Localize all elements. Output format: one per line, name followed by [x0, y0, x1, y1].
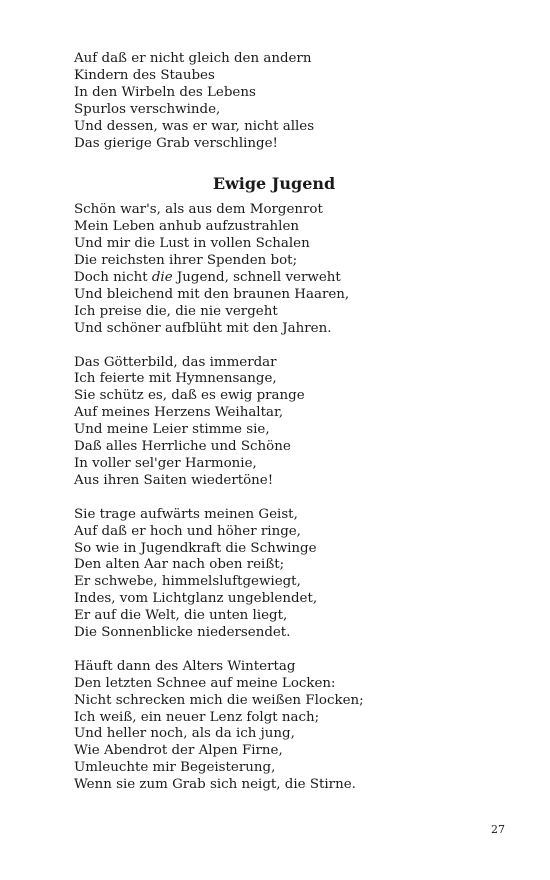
verse-line: Ich feierte mit Hymnensange, [74, 371, 277, 387]
verse-line: Nicht schrecken mich die weißen Flocken; [74, 692, 364, 708]
verse-line: Wie Abendrot der Alpen Firne, [74, 743, 283, 759]
verse-line: Das Götterbild, das immerdar [74, 354, 277, 370]
verse-line: Er auf die Welt, die unten liegt, [74, 608, 288, 624]
verse-line: Den alten Aar nach oben reißt; [74, 557, 285, 573]
verse-line: Auf daß er nicht gleich den andern [74, 51, 312, 66]
verse-line: Ich weiß, ein neuer Lenz folgt nach; [74, 709, 320, 725]
verse-line: Auf daß er hoch und höher ringe, [74, 523, 301, 539]
verse-line: Daß alles Herrliche und Schöne [74, 439, 291, 455]
emphasized-word: die [151, 270, 173, 286]
stanza-gap [74, 642, 504, 659]
page-number: 27 [491, 823, 505, 836]
verse-line: Indes, vom Lichtglanz ungeblendet, [74, 591, 318, 607]
verse-segment: Jugend, schnell verweht [172, 270, 341, 286]
stanza-3 [74, 507, 504, 642]
stanza-1 [74, 202, 504, 337]
verse-line: Spurlos verschwinde, [74, 101, 221, 117]
verse-line: Mein Leben anhub aufzustrahlen [74, 219, 300, 235]
verse-line: In den Wirbeln des Lebens [74, 84, 256, 100]
verse-line: Auf meines Herzens Weihaltar, [74, 405, 284, 421]
verse-segment: Doch nicht [74, 270, 152, 286]
stanza-gap [74, 490, 504, 507]
stanza-gap [74, 338, 504, 355]
verse-line: Aus ihren Saiten wiedertöne! [74, 472, 274, 488]
verse-line: Und mir die Lust in vollen Schalen [74, 236, 310, 252]
verse-line: Umleuchte mir Begeisterung, [74, 760, 276, 776]
verse-line: So wie in Jugendkraft die Schwinge [74, 540, 317, 556]
verse-line: Ich preise die, die nie vergeht [74, 303, 278, 319]
verse-line: Sie schütz es, daß es ewig prange [74, 388, 305, 404]
stanza-4 [74, 659, 504, 794]
verse-line: Und dessen, was er war, nicht alles [74, 118, 315, 134]
text-column [74, 51, 504, 794]
verse-line: Sie trage aufwärts meinen Geist, [74, 506, 298, 522]
verse-line: Er schwebe, himmelsluftgewiegt, [74, 574, 301, 590]
verse-line: Die Sonnenblicke niedersendet. [74, 625, 291, 641]
poem-title: Ewige Jugend [212, 174, 336, 194]
verse-line: Die reichsten ihrer Spenden bot; [74, 253, 298, 269]
intro-stanza [74, 51, 504, 152]
verse-line: Häuft dann des Alters Wintertag [74, 658, 296, 674]
verse-line: In voller sel'ger Harmonie, [74, 456, 257, 472]
verse-line: Und heller noch, als da ich jung, [74, 726, 295, 742]
stanza-2 [74, 355, 504, 490]
verse-line: Das gierige Grab verschlinge! [74, 135, 278, 151]
verse-line: Und meine Leier stimme sie, [74, 422, 270, 438]
verse-line: Wenn sie zum Grab sich neigt, die Stirne. [74, 777, 356, 793]
verse-line: Und schöner aufblüht mit den Jahren. [74, 320, 332, 336]
verse-line: Und bleichend mit den braunen Haaren, [74, 286, 350, 302]
verse-line [74, 270, 504, 287]
verse-line: Den letzten Schnee auf meine Locken: [74, 675, 336, 691]
verse-line: Schön war's, als aus dem Morgenrot [74, 202, 323, 218]
verse-line: Kindern des Staubes [74, 67, 215, 83]
